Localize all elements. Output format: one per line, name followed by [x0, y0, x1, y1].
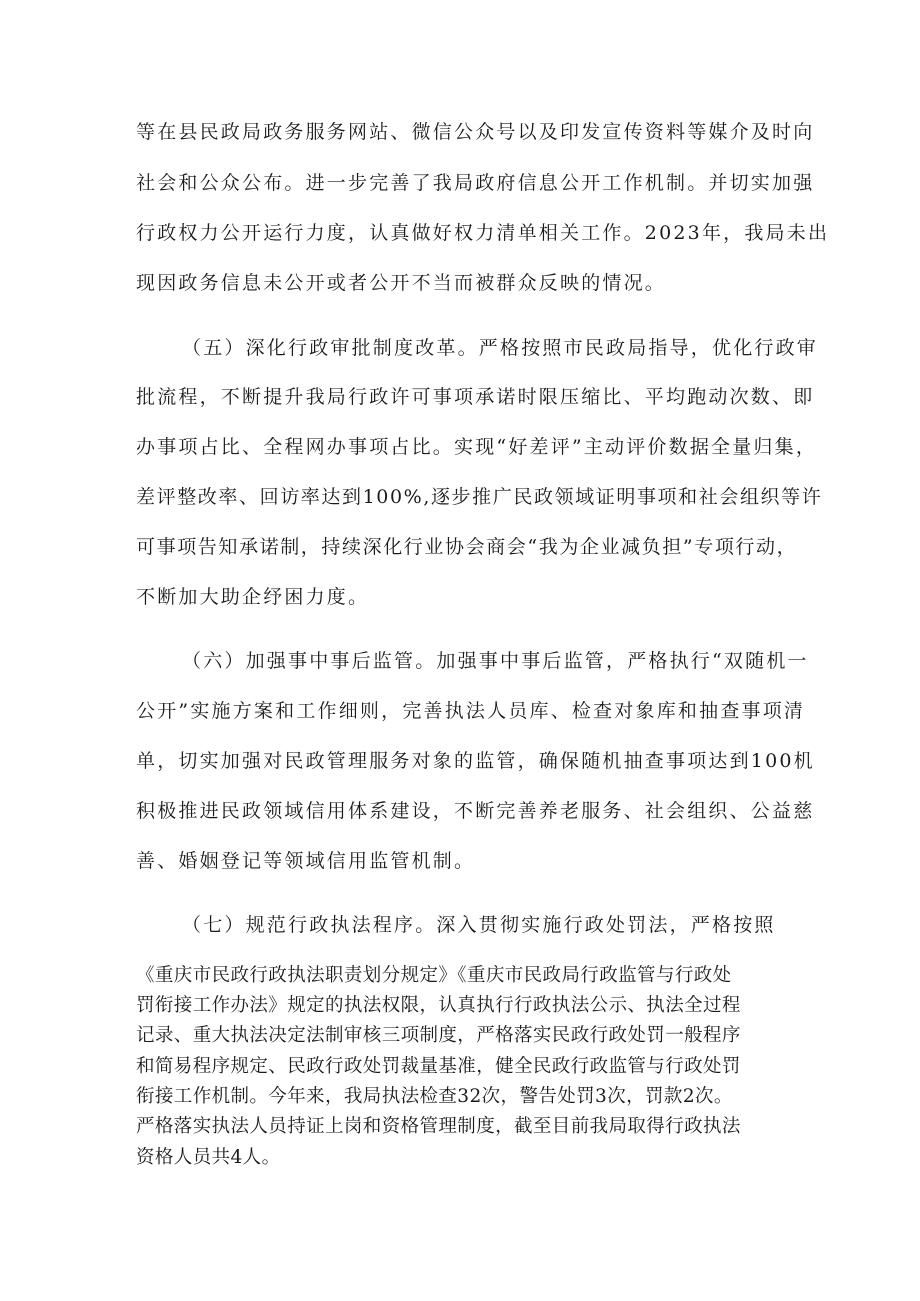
- text-line: 《重庆市民政行政执法职责划分规定》《重庆市民政局行政监管与行政处: [136, 965, 732, 986]
- text-line: （六）加强事中事后监管。加强事中事后监管，严格执行“双随机一: [182, 650, 809, 672]
- text-line: 记录、重大执法决定法制审核三项制度，严格落实民政行政处罚一般程序: [136, 1025, 741, 1046]
- text-line: （七）规范行政执法程序。深入贯彻实施行政处罚法，严格按照: [182, 914, 776, 936]
- text-line: 不断加大助企纾困力度。: [136, 586, 370, 608]
- text-line: 可事项告知承诺制，持续深化行业协会商会“我为企业减负担”专项行动，: [136, 536, 798, 558]
- text-line: 批流程，不断提升我局行政许可事项承诺时限压缩比、平均跑动次数、即: [136, 386, 815, 408]
- text-line: （五）深化行政审批制度改革。严格按照市民政局指导，优化行政审: [182, 337, 819, 359]
- text-line: 积极推进民政领域信用体系建设，不断完善养老服务、社会组织、公益慈: [136, 800, 815, 822]
- text-line: 衔接工作机制。今年来，我局执法检查32次，警告处罚3次，罚款2次。: [136, 1086, 733, 1107]
- text-line: 罚衔接工作办法》规定的执法权限，认真执行行政执法公示、执法全过程: [136, 995, 741, 1016]
- text-line: 社会和公众公布。进一步完善了我局政府信息公开工作机制。并切实加强: [136, 172, 815, 194]
- text-line: 严格落实执法人员持证上岗和资格管理制度，截至目前我局取得行政执法: [136, 1116, 741, 1137]
- text-line: 差评整改率、回访率达到100%,逐步推广民政领域证明事项和社会组织等许: [136, 486, 823, 508]
- text-line: 办事项占比、全程网办事项占比。实现“好差评”主动评价数据全量归集，: [136, 436, 818, 458]
- text-line: 单，切实加强对民政管理服务对象的监管，确保随机抽查事项达到100机: [136, 750, 815, 772]
- text-line: 现因政务信息未公开或者公开不当而被群众反映的情况。: [136, 272, 667, 294]
- text-line: 和简易程序规定、民政行政处罚裁量基准，健全民政行政监管与行政处罚: [136, 1056, 741, 1077]
- text-line: 公开”实施方案和工作细则，完善执法人员库、检查对象库和抽查事项清: [136, 700, 806, 722]
- text-line: 善、婚姻登记等领域信用监管机制。: [136, 850, 476, 872]
- text-line: 行政权力公开运行力度，认真做好权力清单相关工作。2023年，我局未出: [136, 222, 830, 244]
- text-line: 等在县民政局政务服务网站、微信公众号以及印发宣传资料等媒介及时向: [136, 121, 815, 143]
- text-line: 资格人员共4人。: [136, 1147, 281, 1168]
